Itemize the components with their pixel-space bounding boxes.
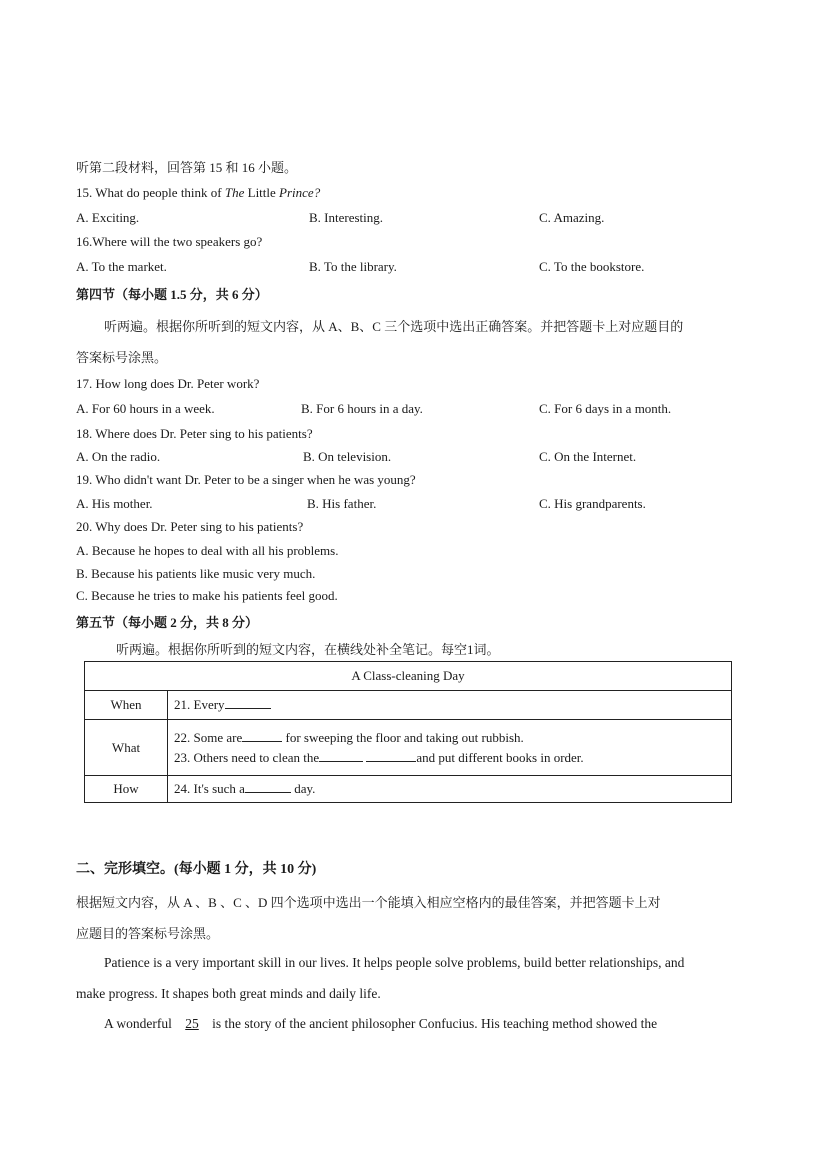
part2-instruction-line2: 应题目的答案标号涂黑。 <box>76 926 220 941</box>
how-suffix: day. <box>294 781 316 796</box>
q20-option-b: B. Because his patients like music very much. <box>76 566 316 581</box>
q20-option-c: C. Because he tries to make his patients feel good. <box>76 588 338 603</box>
section4-instruction-line1: 听两遍。根据你所听到的短文内容，从 A、B、C 三个选项中选出正确答案。并把答题卡上对应题目的 <box>104 319 684 334</box>
answer-blank-23b <box>366 750 416 762</box>
cloze-blank-25: 25 <box>185 1016 199 1031</box>
part2-heading: 二、完形填空。(每小题 1 分，共 10 分) <box>76 862 317 877</box>
passage-para2-prefix: A wonderful <box>104 1016 172 1031</box>
q15-option-a: A. Exciting. <box>76 210 140 225</box>
what-line-23 <box>174 750 725 766</box>
question-15-title-em2: Prince? <box>279 185 321 200</box>
question-18: 18. Where does Dr. Peter sing to his patients? <box>76 426 313 441</box>
question-15-prefix: 15. What do people think of <box>76 185 225 200</box>
section-intro: 听第二段材料，回答第 15 和 16 小题。 <box>76 160 298 175</box>
q17-option-b: B. For 6 hours in a day. <box>301 401 423 416</box>
how-prefix: 24. It's such a <box>174 781 245 796</box>
question-20: 20. Why does Dr. Peter sing to his patients? <box>76 519 304 534</box>
passage-para2 <box>104 1016 764 1032</box>
q19-option-a: A. His mother. <box>76 496 153 511</box>
q16-option-c: C. To the bookstore. <box>539 259 645 274</box>
when-cell <box>168 691 732 720</box>
q15-option-b: B. Interesting. <box>309 210 384 225</box>
passage-para1-line1: Patience is a very important skill in our lives. It helps people solve problems, build better relationships, and <box>104 955 685 970</box>
section4-heading: 第四节（每小题 1.5 分，共 6 分） <box>76 287 268 302</box>
when-text: 21. Every <box>174 697 225 712</box>
q17-option-c: C. For 6 days in a month. <box>539 401 672 416</box>
question-16: 16.Where will the two speakers go? <box>76 234 263 249</box>
what-cell <box>168 720 732 776</box>
question-17: 17. How long does Dr. Peter work? <box>76 376 260 391</box>
q18-option-b: B. On television. <box>303 449 392 464</box>
what-line-23-prefix: 23. Others need to clean the <box>174 749 320 765</box>
how-cell <box>168 776 732 803</box>
passage-para2-suffix: is the story of the ancient philosopher Confucius. His teaching method showed the <box>212 1016 658 1031</box>
q20-option-a: A. Because he hopes to deal with all his problems. <box>76 543 339 558</box>
q19-option-b: B. His father. <box>307 496 377 511</box>
q18-option-c: C. On the Internet. <box>539 449 637 464</box>
question-15-title-em: The <box>224 185 245 200</box>
answer-blank-22 <box>242 730 282 742</box>
q15-option-c: C. Amazing. <box>539 210 605 225</box>
section5-instruction: 听两遍。根据你所听到的短文内容，在横线处补全笔记。每空1词。 <box>116 642 500 657</box>
how-label: How <box>85 776 168 803</box>
section5-heading: 第五节（每小题 2 分，共 8 分） <box>76 615 259 630</box>
question-19: 19. Who didn't want Dr. Peter to be a singer when he was young? <box>76 472 416 487</box>
q19-option-c: C. His grandparents. <box>539 496 646 511</box>
what-line-22-prefix: 22. Some are <box>174 729 243 745</box>
what-line-23-suffix: and put different books in order. <box>416 749 584 765</box>
what-line-22-suffix: for sweeping the floor and taking out rubbish. <box>285 729 524 745</box>
question-15-title-mid: Little <box>244 185 280 200</box>
notes-table <box>84 661 732 803</box>
part2-instruction-line1: 根据短文内容，从 A 、B 、C 、D 四个选项中选出一个能填入相应空格内的最佳答案，并把答题卡上对 <box>76 895 661 910</box>
answer-blank-24 <box>245 781 291 793</box>
section4-instruction-line2: 答案标号涂黑。 <box>76 350 168 365</box>
q18-option-a: A. On the radio. <box>76 449 161 464</box>
q16-option-a: A. To the market. <box>76 259 167 274</box>
when-label: When <box>85 691 168 720</box>
what-line-22 <box>174 730 725 746</box>
answer-blank-21 <box>225 697 271 709</box>
q16-option-b: B. To the library. <box>309 259 397 274</box>
answer-blank-23a <box>319 750 363 762</box>
passage-para1-line2: make progress. It shapes both great minds and daily life. <box>76 986 381 1001</box>
q17-option-a: A. For 60 hours in a week. <box>76 401 215 416</box>
what-label: What <box>85 720 168 776</box>
question-15 <box>76 185 320 201</box>
notes-table-title: A Class-cleaning Day <box>85 662 732 691</box>
